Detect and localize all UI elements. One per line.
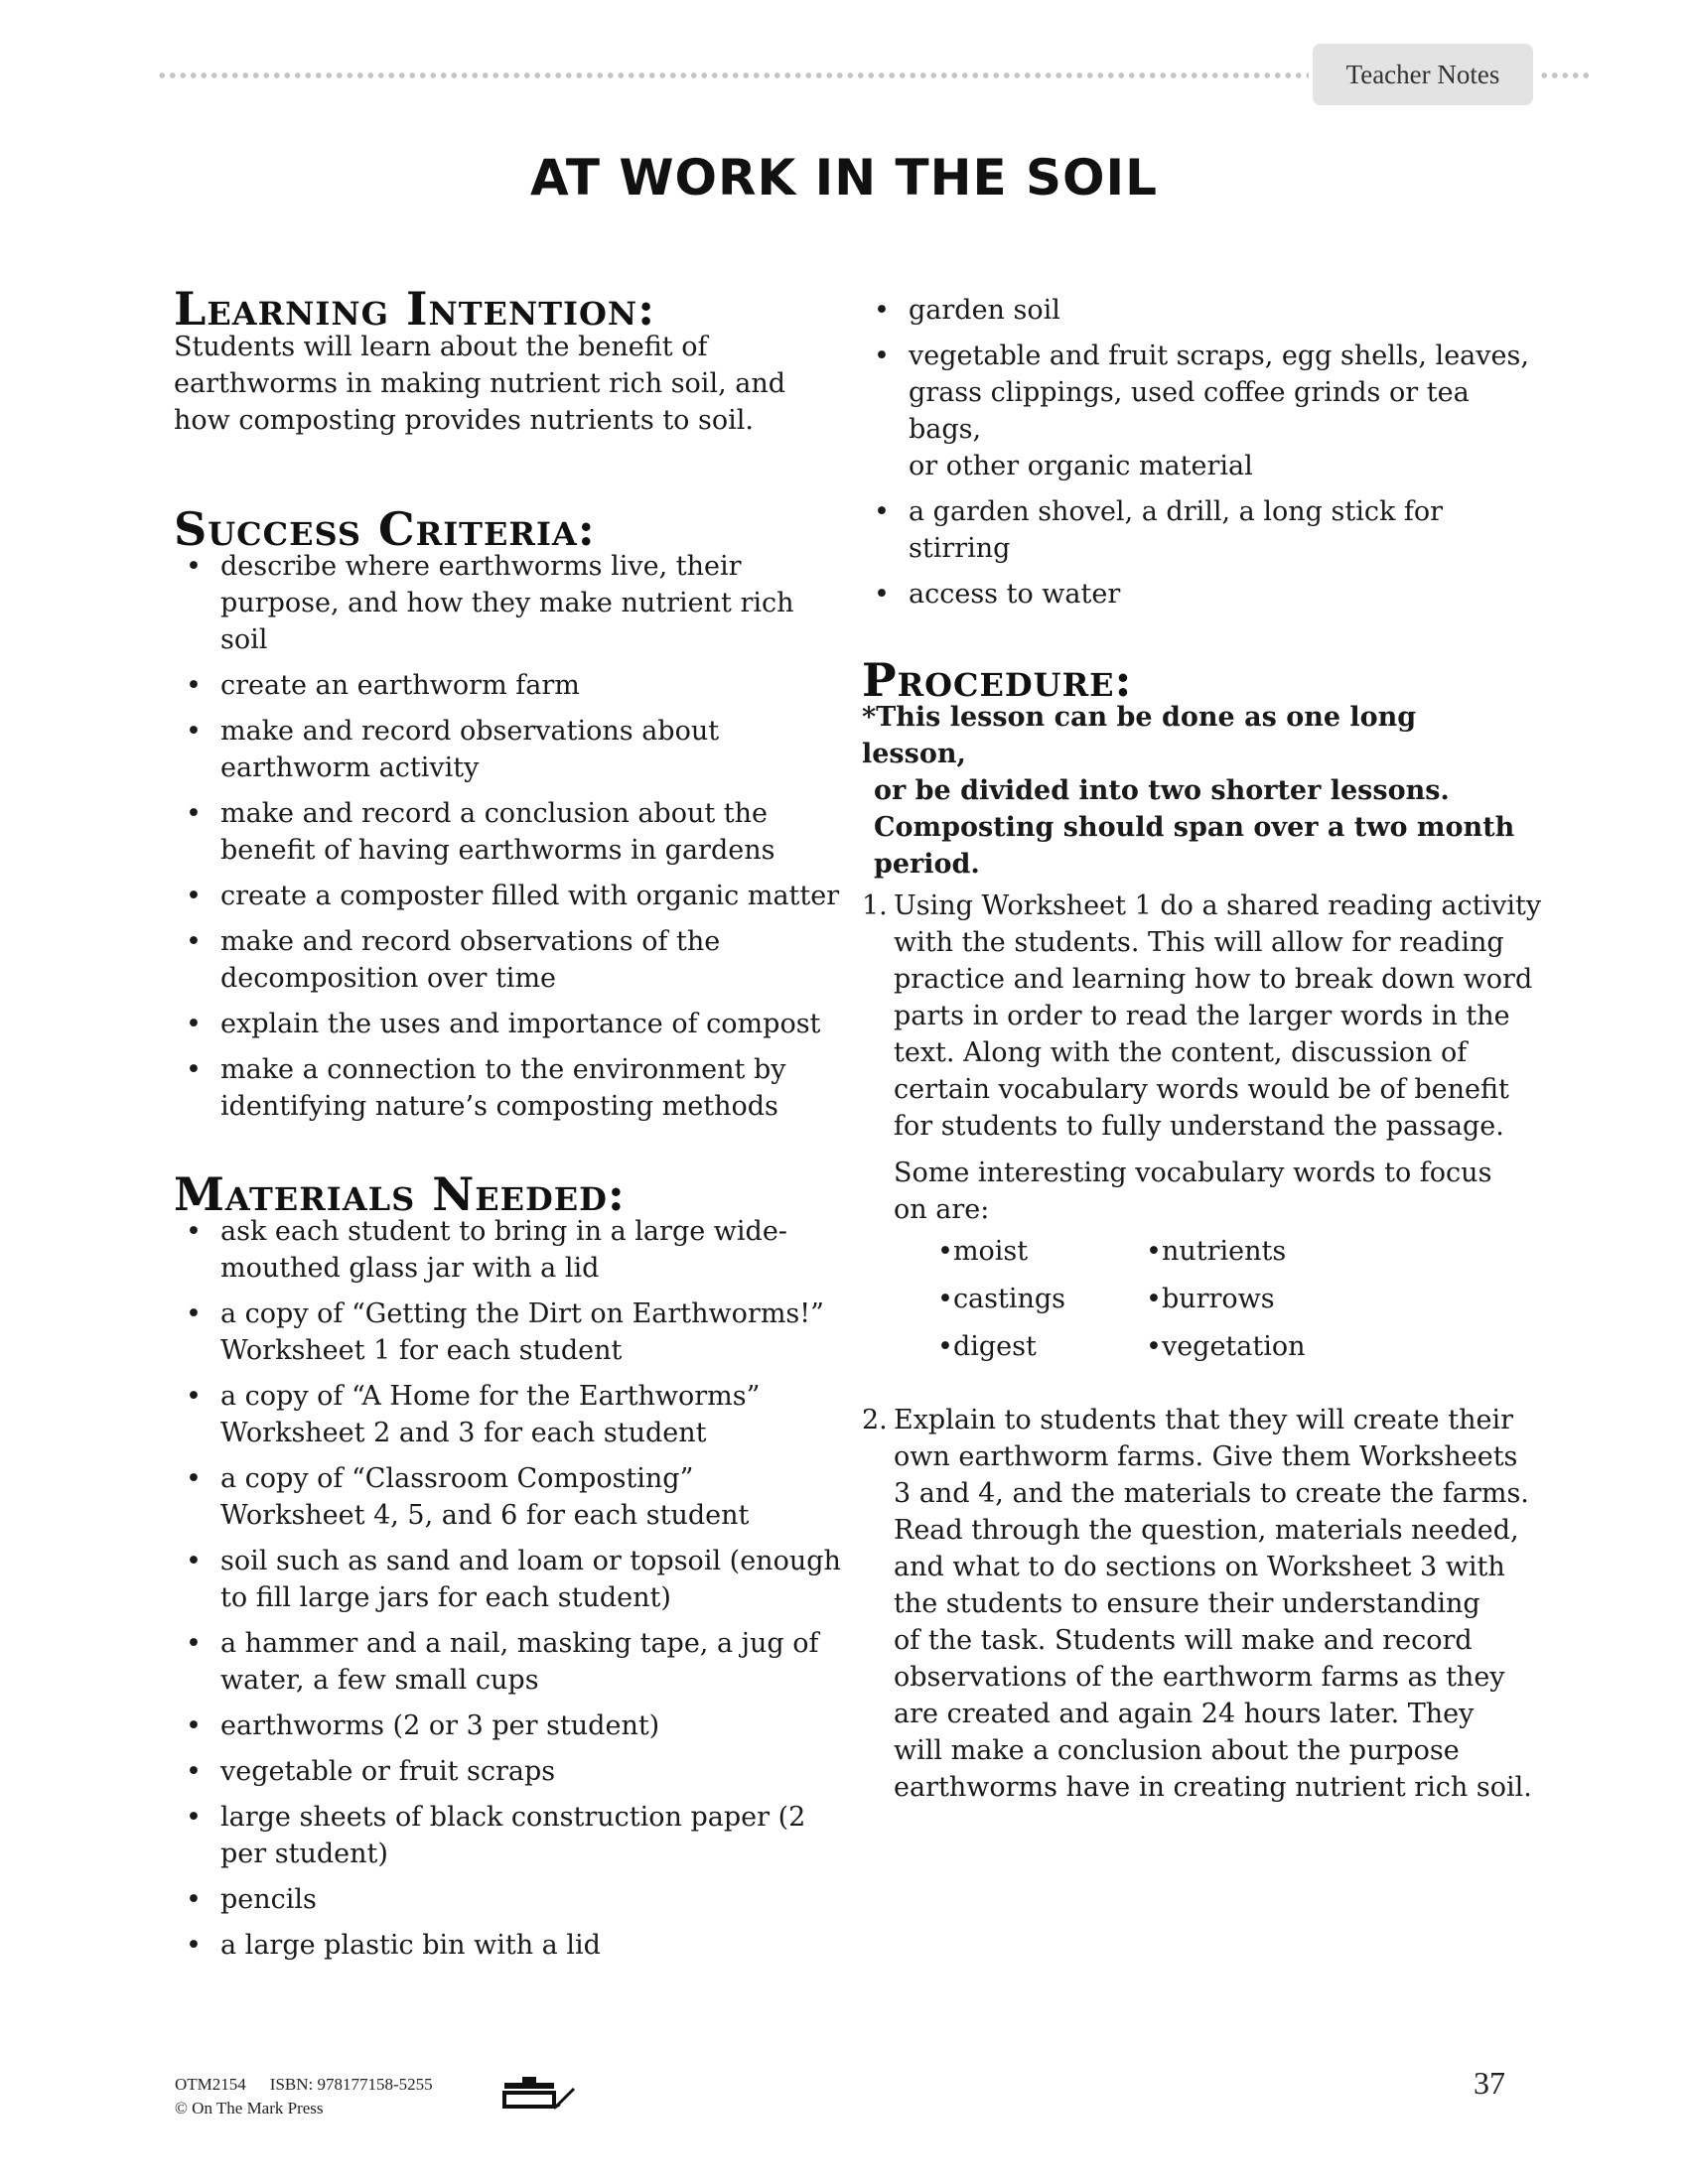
list-item: • a copy of “Classroom Composting” Worksheet 4, 5, and 6 for each student — [174, 1460, 849, 1534]
list-item: • ask each student to bring in a large wide- mouthed glass jar with a lid — [174, 1213, 849, 1287]
teacher-notes-tab: Teacher Notes — [1313, 44, 1533, 105]
learning-intention-line: Students will learn about the benefit of — [174, 332, 708, 362]
vocab-word: • moist — [937, 1233, 1146, 1270]
procedure-note-line: Composting should span over a two month — [874, 812, 1515, 843]
list-item: • a large plastic bin with a lid — [174, 1927, 849, 1964]
footer-info — [175, 2073, 433, 2120]
list-item: • a copy of “Getting the Dirt on Earthworms!” Worksheet 1 for each student — [174, 1296, 849, 1369]
list-item: • a garden shovel, a drill, a long stick for stirring — [862, 493, 1537, 567]
list-item: • pencils — [174, 1881, 849, 1918]
vocab-word: • vegetation — [1146, 1328, 1344, 1365]
procedure-note — [862, 699, 1517, 883]
step-number: 2. — [862, 1405, 888, 1435]
step-number: 1. — [862, 890, 888, 921]
step-text: Explain to students that they will create their own earthworm farms. Give them Worksheets 3 and 4, and the materials to create the farms. Read through the question, materials needed, and what to do sections on Worksheet 3 with the students to ensure their understanding of the task. Students will make and record observations of the earthworm farms as they are created and again 24 hours later. They will make a conclusion about the purpose earthworms have in creating nutrient rich soil. — [894, 1405, 1532, 1803]
learning-intention-heading: Learning Intention: — [174, 282, 656, 336]
list-item: • make and record observations of the decomposition over time — [174, 923, 849, 997]
procedure-note-line: *This lesson can be done as one long lesson, — [862, 702, 1417, 769]
isbn: ISBN: 978177158-5255 — [269, 2075, 433, 2094]
list-item: • make and record a conclusion about the benefit of having earthworms in gardens — [174, 795, 849, 869]
list-item: • describe where earthworms live, their purpose, and how they make nutrient rich soil — [174, 548, 849, 658]
list-item: • create a composter filled with organic matter — [174, 878, 849, 914]
vocab-word: • nutrients — [1146, 1233, 1344, 1270]
procedure-note-line: period. — [874, 849, 980, 880]
vocab-list — [937, 1233, 1344, 1365]
list-item: • vegetable or fruit scraps — [174, 1753, 849, 1790]
success-criteria-list — [174, 548, 849, 1134]
list-item: • vegetable and fruit scraps, egg shells, leaves, grass clippings, used coffee grinds or tea bags, or other organic material — [862, 338, 1537, 484]
list-item: • soil such as sand and loam or topsoil (enough to fill large jars for each student) — [174, 1543, 849, 1616]
list-item: • garden soil — [862, 292, 1537, 329]
learning-intention-line: earthworms in making nutrient rich soil, and — [174, 368, 786, 399]
learning-intention-line: how composting provides nutrients to soil. — [174, 405, 754, 436]
procedure-heading: Procedure: — [862, 653, 1133, 707]
list-item: • a hammer and a nail, masking tape, a jug of water, a few small cups — [174, 1625, 849, 1699]
learning-intention-text — [174, 329, 829, 439]
header-dotted-rule-right — [1539, 71, 1589, 79]
step-text: Using Worksheet 1 do a shared reading activity with the students. This will allow for reading practice and learning how to break down word parts in order to read the larger words in the text. Along with the content, discussion of certain vocabulary words would be of benefit for students to fully understand the passage. — [894, 890, 1542, 1142]
publisher-logo-icon — [500, 2075, 580, 2113]
procedure-step-2 — [862, 1402, 1547, 1806]
list-item: • access to water — [862, 576, 1537, 613]
list-item: • large sheets of black construction paper (2 per student) — [174, 1799, 849, 1872]
vocab-intro: Some interesting vocabulary words to focus on are: — [894, 1158, 1492, 1225]
list-item: • explain the uses and importance of compost — [174, 1006, 849, 1042]
materials-list — [174, 1213, 849, 1973]
page-title: AT WORK IN THE SOIL — [530, 149, 1158, 206]
list-item: • make a connection to the environment by identifying nature’s composting methods — [174, 1051, 849, 1125]
list-item: • create an earthworm farm — [174, 667, 849, 704]
product-code: OTM2154 — [175, 2075, 246, 2094]
vocab-word: • digest — [937, 1328, 1146, 1365]
materials-needed-heading: Materials Needed: — [174, 1167, 626, 1221]
list-item: • make and record observations about earthworm activity — [174, 713, 849, 786]
list-item: • a copy of “A Home for the Earthworms” Worksheet 2 and 3 for each student — [174, 1378, 849, 1451]
procedure-step-1 — [862, 887, 1547, 1228]
header-dotted-rule-left — [157, 71, 1309, 79]
vocab-word: • burrows — [1146, 1281, 1344, 1317]
procedure-note-line: or be divided into two shorter lessons. — [874, 775, 1450, 806]
success-criteria-heading: Success Criteria: — [174, 502, 596, 556]
list-item: • earthworms (2 or 3 per student) — [174, 1707, 849, 1744]
page-number: 37 — [1474, 2065, 1505, 2101]
materials-list-continued — [862, 292, 1537, 621]
copyright: © On The Mark Press — [175, 2099, 324, 2117]
vocab-word: • castings — [937, 1281, 1146, 1317]
